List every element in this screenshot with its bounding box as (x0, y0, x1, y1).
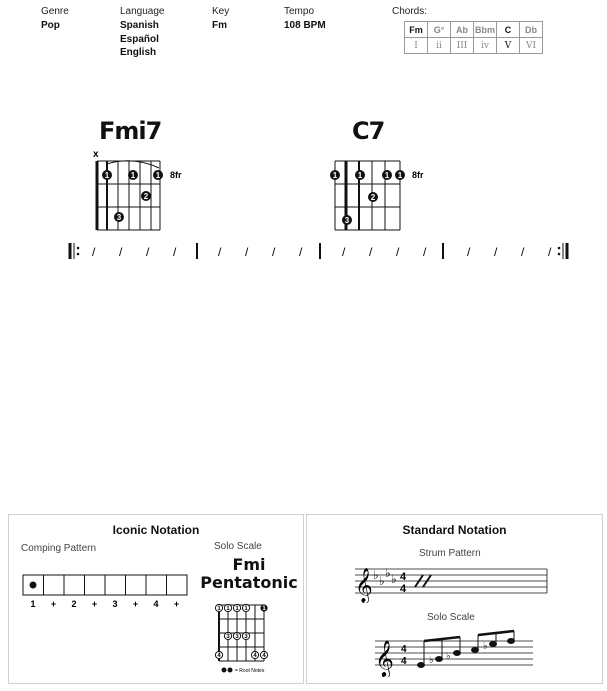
svg-text:1: 1 (217, 606, 221, 612)
svg-text:= Root Notes: = Root Notes (235, 668, 265, 674)
svg-text:3: 3 (244, 634, 248, 640)
fret-position-label: 8fr (170, 170, 182, 180)
svg-text:1: 1 (244, 606, 248, 612)
svg-text:4: 4 (253, 653, 257, 659)
strum-pattern-staff (351, 563, 551, 603)
comping-pattern-grid (21, 573, 191, 613)
strum-pattern-label: Strum Pattern (419, 548, 481, 559)
fret-position-label: 8fr (412, 170, 424, 180)
svg-text:1: 1 (357, 171, 363, 180)
repeat-start-sign (70, 243, 79, 259)
svg-text:1: 1 (384, 171, 390, 180)
genre-value: Pop (41, 20, 60, 31)
svg-text:4: 4 (400, 571, 407, 583)
genre-label: Genre (41, 6, 69, 17)
language-option-spanish[interactable]: Spanish (120, 20, 159, 31)
key-value: Fm (212, 20, 227, 31)
chords-label: Chords: (392, 6, 428, 17)
slash-marks (92, 245, 552, 259)
time-signature (401, 644, 407, 667)
iconic-notation-panel (8, 514, 304, 684)
rhythm-slash-line (60, 238, 580, 264)
mute-marker: x (93, 149, 99, 160)
svg-text:1: 1 (104, 171, 110, 180)
key-label: Key (212, 6, 230, 17)
slash-mark-11: / (396, 245, 400, 259)
count-4: 4 (153, 599, 159, 609)
svg-text:3: 3 (235, 634, 239, 640)
svg-text:4: 4 (401, 656, 407, 667)
svg-text:4: 4 (262, 653, 266, 659)
finger-dots (102, 170, 163, 222)
svg-text:2: 2 (370, 193, 376, 202)
slash-mark-4: / (173, 245, 177, 259)
chord-cell-bbm: Bbm (474, 22, 497, 38)
svg-text:4: 4 (400, 583, 407, 595)
svg-text:♭: ♭ (429, 655, 434, 666)
standard-notation-panel (306, 514, 603, 684)
numeral-cell-1: I (405, 38, 428, 54)
chord-diagram-c7 (326, 146, 436, 236)
tempo-label: Tempo (284, 6, 315, 17)
svg-text:1: 1 (397, 171, 403, 180)
chord-cell-c: C (497, 22, 520, 38)
solo-scale-staff (371, 627, 537, 677)
count-2: 2 (71, 599, 77, 609)
slash-mark-6: / (245, 245, 249, 259)
slash-mark-9: / (342, 245, 346, 259)
svg-text:♭: ♭ (379, 574, 385, 588)
svg-text:1: 1 (332, 171, 338, 180)
root-note-legend (222, 668, 265, 675)
solo-scale-diagram (213, 599, 277, 679)
chord-diagram-fmi7 (88, 146, 198, 236)
language-label: Language (120, 6, 165, 17)
svg-text:♭: ♭ (483, 641, 488, 652)
numeral-cell-4: iv (474, 38, 497, 54)
slash-mark-15: / (521, 245, 525, 259)
count-1: 1 (30, 599, 36, 609)
svg-text:♭: ♭ (385, 566, 391, 580)
numeral-cell-5: V (497, 38, 520, 54)
numeral-cell-2: ii (428, 38, 451, 54)
scale-name-line2: Pentatonic (200, 573, 298, 592)
svg-text:4: 4 (217, 653, 221, 659)
slash-mark-14: / (494, 245, 498, 259)
slash-mark-3: / (146, 245, 150, 259)
scale-notes (418, 631, 515, 668)
finger-dots (330, 170, 405, 225)
numeral-cell-3: III (451, 38, 474, 54)
svg-text:3: 3 (116, 213, 122, 222)
tempo-value: 108 BPM (284, 20, 326, 31)
slash-mark-10: / (369, 245, 373, 259)
chord-name-fmi7: Fmi7 (99, 117, 162, 145)
count-and-4: + (173, 599, 180, 609)
chord-cell-db: Db (520, 22, 543, 38)
numeral-cell-6: VI (520, 38, 543, 54)
svg-text:1: 1 (262, 606, 266, 612)
slash-mark-1: / (92, 245, 96, 259)
slash-mark-16: / (548, 245, 552, 259)
repeat-end-sign (558, 243, 567, 259)
treble-clef-icon: 𝄞 (355, 569, 373, 602)
chord-key-table (404, 21, 543, 54)
chord-name-c7: C7 (352, 117, 385, 145)
count-and-3: + (132, 599, 139, 609)
svg-text:♭: ♭ (446, 651, 451, 662)
strum-hit-marker (30, 582, 37, 589)
solo-scale-label: Solo Scale (214, 541, 262, 552)
svg-text:1: 1 (130, 171, 136, 180)
count-and-1: + (50, 599, 57, 609)
svg-text:1: 1 (235, 606, 239, 612)
standard-notation-title: Standard Notation (402, 523, 507, 537)
scale-name-line1: Fmi (232, 555, 266, 574)
svg-text:3: 3 (226, 634, 230, 640)
slash-mark-8: / (299, 245, 303, 259)
solo-scale-label: Solo Scale (427, 612, 475, 623)
svg-text:2: 2 (143, 192, 149, 201)
iconic-notation-title: Iconic Notation (112, 523, 200, 537)
slash-mark-7: / (272, 245, 276, 259)
count-3: 3 (112, 599, 118, 609)
treble-clef-icon: 𝄞 (375, 640, 394, 676)
chord-cell-ab: Ab (451, 22, 474, 38)
comping-pattern-label: Comping Pattern (21, 543, 97, 554)
svg-text:1: 1 (226, 606, 230, 612)
svg-text:3: 3 (344, 216, 350, 225)
slash-mark-2: / (119, 245, 123, 259)
scale-name (199, 556, 299, 592)
svg-text:♭: ♭ (373, 568, 379, 582)
svg-text:♭: ♭ (391, 572, 397, 586)
time-signature (400, 571, 407, 595)
language-option-english[interactable]: English (120, 47, 157, 58)
language-option-espanol[interactable]: Español (120, 34, 159, 45)
slash-mark-12: / (423, 245, 427, 259)
count-and-2: + (91, 599, 98, 609)
chord-cell-fm: Fm (405, 22, 428, 38)
svg-text:1: 1 (155, 171, 161, 180)
slash-mark-5: / (218, 245, 222, 259)
svg-text:4: 4 (401, 644, 407, 655)
chord-cell-gdim: G° (428, 22, 451, 38)
slash-mark-13: / (467, 245, 471, 259)
